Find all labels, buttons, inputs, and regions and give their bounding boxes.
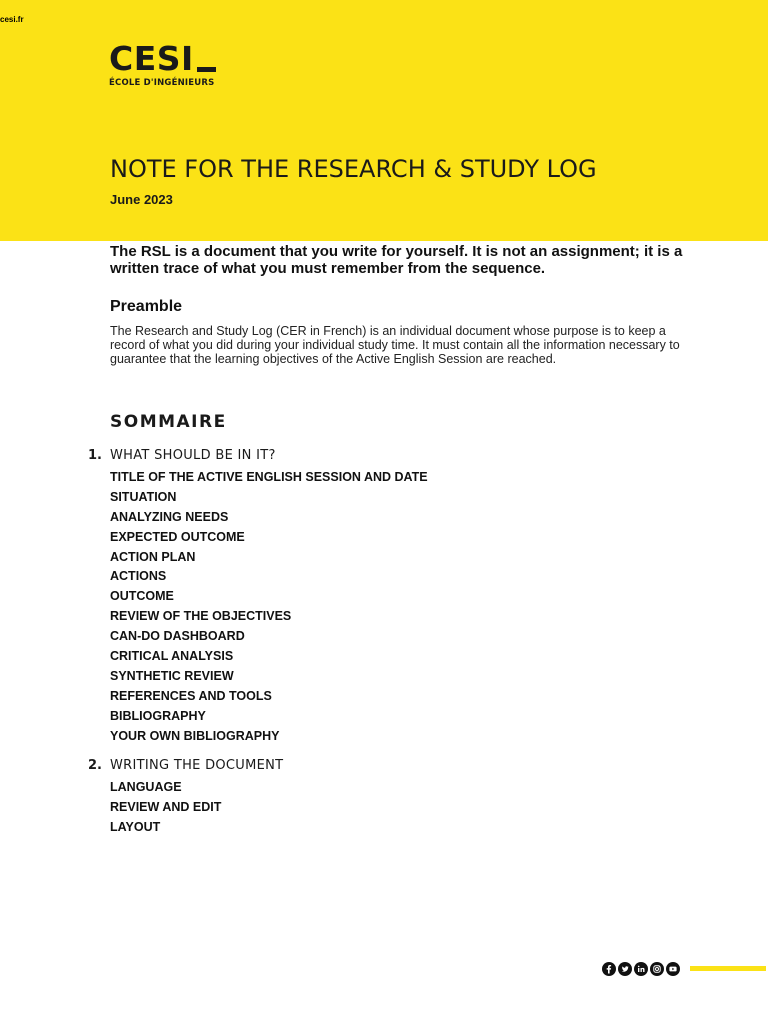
toc-item[interactable]: CRITICAL ANALYSIS bbox=[110, 649, 234, 664]
document-title: NOTE FOR THE RESEARCH & STUDY LOG bbox=[110, 155, 597, 183]
instagram-icon[interactable] bbox=[650, 962, 664, 976]
toc-section-header[interactable] bbox=[88, 758, 283, 776]
toc-item[interactable]: CAN-DO DASHBOARD bbox=[110, 629, 245, 644]
toc-item[interactable]: OUTCOME bbox=[110, 589, 174, 604]
toc-item[interactable]: REVIEW AND EDIT bbox=[110, 799, 222, 814]
toc-item[interactable]: REVIEW OF THE OBJECTIVES bbox=[110, 609, 292, 624]
toc-item[interactable]: ACTION PLAN bbox=[110, 549, 196, 564]
facebook-icon[interactable] bbox=[602, 962, 616, 976]
logo-subtitle: ÉCOLE D'INGÉNIEURS bbox=[109, 78, 215, 88]
document-date: June 2023 bbox=[110, 192, 173, 207]
toc-section-number: 2. bbox=[88, 758, 102, 773]
logo-wordmark bbox=[109, 39, 216, 78]
toc-section-header[interactable] bbox=[88, 448, 428, 466]
toc-section-number: 1. bbox=[88, 448, 102, 463]
toc-section bbox=[88, 448, 428, 746]
twitter-icon[interactable] bbox=[618, 962, 632, 976]
toc-heading: SOMMAIRE bbox=[110, 412, 227, 432]
toc-item[interactable]: TITLE OF THE ACTIVE ENGLISH SESSION AND DATE bbox=[110, 470, 428, 484]
footer-accent-bar bbox=[690, 966, 766, 971]
preamble-heading: Preamble bbox=[110, 298, 183, 315]
youtube-icon[interactable] bbox=[666, 962, 680, 976]
toc-item[interactable]: EXPECTED OUTCOME bbox=[110, 529, 245, 544]
logo-underscore-bar bbox=[197, 67, 216, 72]
linkedin-icon[interactable] bbox=[634, 962, 648, 976]
toc-item[interactable]: BIBLIOGRAPHY bbox=[110, 708, 206, 723]
preamble-text: The Research and Study Log (CER in French) is an individual document whose purpose is to keep a record of what you did during your individual study time. It must contain all the information necessary to guarantee that the learning objectives of the Active English Session are reached. bbox=[110, 324, 680, 366]
toc-item-list bbox=[110, 468, 428, 746]
toc-section-title[interactable]: WRITING THE DOCUMENT bbox=[110, 758, 284, 773]
toc-item[interactable]: ANALYZING NEEDS bbox=[110, 509, 229, 524]
toc-item[interactable]: YOUR OWN BIBLIOGRAPHY bbox=[110, 728, 280, 743]
social-icons bbox=[602, 962, 680, 976]
toc-item[interactable]: LAYOUT bbox=[110, 819, 161, 834]
toc-item[interactable]: ACTIONS bbox=[110, 569, 167, 584]
toc-item[interactable]: LANGUAGE bbox=[110, 780, 182, 794]
toc-item[interactable]: REFERENCES AND TOOLS bbox=[110, 688, 272, 703]
toc-section-title[interactable]: WHAT SHOULD BE IN IT? bbox=[110, 448, 276, 463]
intro-statement: The RSL is a document that you write for yourself. It is not an assignment; it is a written trace of what you must remember from the sequence. bbox=[110, 243, 683, 277]
toc-item-list bbox=[110, 778, 283, 838]
toc-item[interactable]: SYNTHETIC REVIEW bbox=[110, 668, 234, 683]
cesi-logo bbox=[109, 39, 216, 88]
toc-section bbox=[88, 758, 283, 838]
logo-text: CESI bbox=[109, 39, 194, 78]
toc-item[interactable]: SITUATION bbox=[110, 489, 177, 504]
site-url[interactable]: cesi.fr bbox=[0, 15, 24, 24]
